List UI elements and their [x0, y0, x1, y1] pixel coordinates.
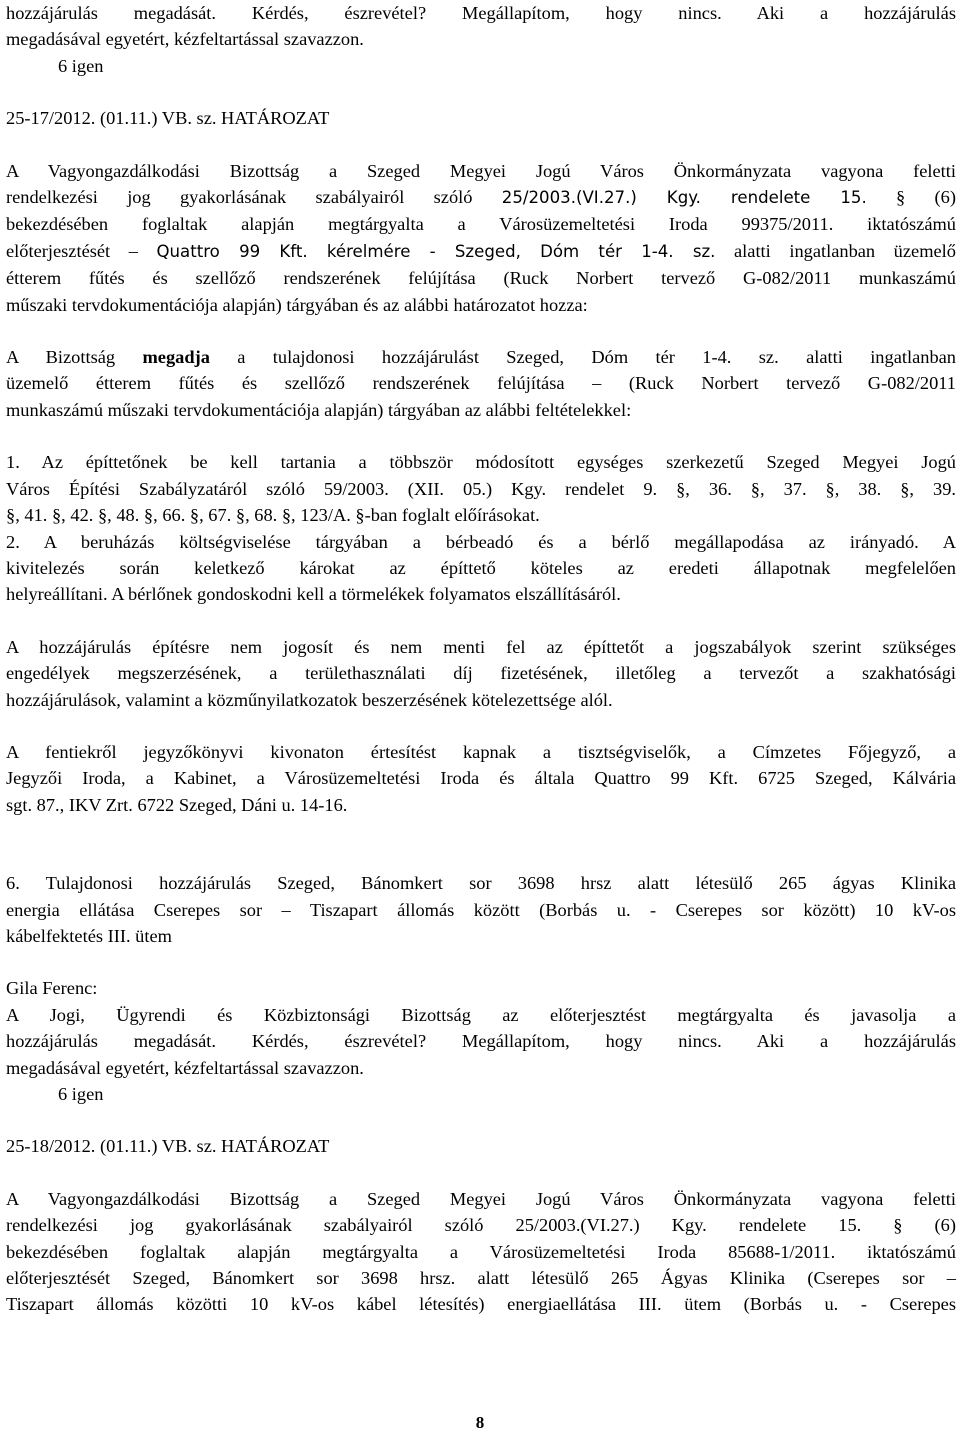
text-line: bekezdésében foglaltak alapján megtárgyalta a Városüzemeltetési Iroda 99375/2011. iktatószámú [6, 214, 956, 235]
conditions-list [6, 449, 956, 607]
document-page [6, 0, 956, 1318]
text-line: sgt. 87., IKV Zrt. 6722 Szeged, Dáni u. 14-16. [6, 794, 348, 815]
committee-paragraph [6, 158, 956, 318]
text-line: A fentiekről jegyzőkönyvi kivonaton értesítést kapnak a tisztségviselők, a Címzetes Főjegyző, a [6, 741, 956, 762]
text-line: Jegyzői Iroda, a Kabinet, a Városüzemeltetési Iroda és általa Quattro 99 Kft. 6725 Szeged, Kálvária [6, 768, 956, 789]
resolution-number: 25-17/2012. (01.11.) VB. sz. HATÁROZAT [6, 108, 330, 129]
notification-paragraph [6, 739, 956, 818]
text-line: előterjesztését Szeged, Bánomkert sor 3698 hrsz. alatt létesülő 265 Ágyas Klinika (Cserepes sor – [6, 1268, 956, 1289]
committee-paragraph [6, 1186, 956, 1318]
text-line: hozzájárulás megadását. Kérdés, észrevétel? Megállapítom, hogy nincs. Aki a hozzájárulás [6, 3, 956, 23]
text-line: A hozzájárulás építésre nem jogosít és nem menti fel az építtetőt a jogszabályok szerint szükséges [6, 636, 956, 657]
text-run: 25/2003.(VI.27.) Kgy. rendelete 15. [501, 188, 867, 208]
text-run: a tulajdonosi hozzájárulást Szeged, Dóm tér 1-4. sz. alatti ingatlanban [209, 347, 956, 368]
speaker-name: Gila Ferenc: [6, 978, 98, 999]
text-line: Tiszapart állomás közötti 10 kV-os kábel létesítés) energiaellátása III. ütem (Borbás u. - Cserepes [6, 1294, 956, 1315]
text-line [6, 238, 956, 265]
vote-intro-paragraph [6, 0, 956, 53]
text-line: üzemelő étterem fűtés és szellőző rendszerének felújítása – (Ruck Norbert tervező G-082/2011 [6, 373, 956, 394]
text-line: A Jogi, Ügyrendi és Közbiztonsági Bizottság az előterjesztést megtárgyalta és javasolja a [6, 1004, 956, 1025]
text-line: A Vagyongazdálkodási Bizottság a Szeged Megyei Jogú Város Önkormányzata vagyona feletti [6, 160, 956, 181]
text-line [6, 184, 956, 211]
speaker-paragraph [6, 975, 956, 1081]
text-line: energia ellátása Cserepes sor – Tiszapart állomás között (Borbás u. - Cserepes sor között) 10 kV-os [6, 899, 956, 920]
list-item-line: 2. A beruházás költségviselése tárgyában a bérbeadó és a bérlő megállapodása az irányadó. A [6, 531, 956, 552]
text-line: étterem fűtés és szellőző rendszerének felújítása (Ruck Norbert tervező G-082/2011 munkaszámú [6, 268, 956, 289]
text-line: kábelfektetés III. ütem [6, 925, 172, 946]
agenda-item-heading [6, 870, 956, 949]
text-line: munkaszámú műszaki tervdokumentációja alapján) tárgyában az alábbi feltételekkel: [6, 399, 632, 420]
text-line: rendelkezési jog gyakorlásának szabályairól szóló 25/2003.(VI.27.) Kgy. rendelete 15. § (6) [6, 1215, 956, 1236]
list-item-line: 1. Az építtetőnek be kell tartania a többször módosított egységes szerkezetű Szeged Megyei Jogú [6, 452, 956, 473]
vote-result: 6 igen [58, 1084, 104, 1104]
text-line: megadásával egyetért, kézfeltartással szavazzon. [6, 29, 364, 50]
text-line: hozzájárulások, valamint a közműnyilatkozatok beszerzésének kötelezettsége alól. [6, 689, 613, 710]
text-run: rendelkezési jog gyakorlásának szabályairól szóló [6, 187, 502, 208]
text-line: megadásával egyetért, kézfeltartással szavazzon. [6, 1057, 364, 1078]
text-run: Quattro 99 Kft. kérelmére - Szeged, Dóm tér 1-4. sz. [156, 241, 716, 261]
text-line: hozzájárulás megadását. Kérdés, észrevétel? Megállapítom, hogy nincs. Aki a hozzájárulás [6, 1031, 956, 1052]
text-line [6, 344, 956, 370]
resolution-number: 25-18/2012. (01.11.) VB. sz. HATÁROZAT [6, 1136, 330, 1157]
text-line: engedélyek megszerzésének, a területhasználati díj fizetésének, illetőleg a tervezőt a szakhatósági [6, 663, 956, 684]
list-item-line: helyreállítani. A bérlőnek gondoskodni kell a törmelékek folyamatos elszállításáról. [6, 584, 621, 605]
list-item-line: kivitelezés során keletkező károkat az építtető köteles az eredeti állapotnak megfelelően [6, 557, 956, 578]
emphasis-megadja: megadja [142, 347, 210, 368]
list-item-line: §, 41. §, 42. §, 48. §, 66. §, 67. §, 68. §, 123/A. §-ban foglalt előírásokat. [6, 505, 540, 526]
text-line: A Vagyongazdálkodási Bizottság a Szeged Megyei Jogú Város Önkormányzata vagyona feletti [6, 1188, 956, 1209]
list-item-line: Város Építési Szabályzatáról szóló 59/2003. (XII. 05.) Kgy. rendelet 9. §, 36. §, 37. §, 38. §, 39. [6, 478, 956, 499]
decision-paragraph [6, 344, 956, 423]
text-line: műszaki tervdokumentációja alapján) tárgyában és az alábbi határozatot hozza: [6, 294, 588, 315]
disclaimer-paragraph [6, 634, 956, 713]
text-line: 6. Tulajdonosi hozzájárulás Szeged, Bánomkert sor 3698 hrsz alatt létesülő 265 ágyas Klinika [6, 873, 956, 894]
text-run: A Bizottság [6, 347, 143, 368]
text-run: alatti ingatlanban üzemelő [715, 240, 956, 261]
page-number: 8 [475, 1413, 485, 1432]
text-line: bekezdésében foglaltak alapján megtárgyalta a Városüzemeltetési Iroda 85688-1/2011. iktatószámú [6, 1241, 956, 1262]
text-run: § (6) [866, 187, 956, 208]
text-run: előterjesztését – [6, 240, 157, 261]
vote-result: 6 igen [58, 55, 104, 76]
